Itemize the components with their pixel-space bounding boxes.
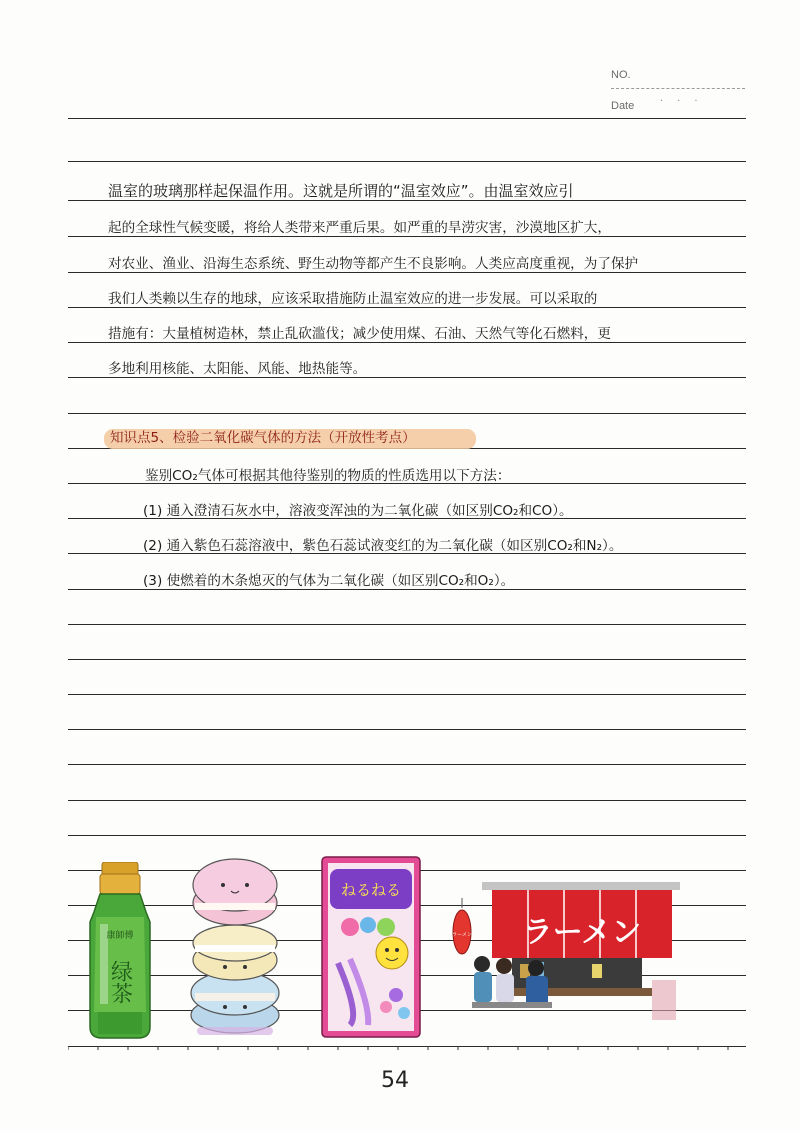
no-label: NO. xyxy=(611,69,631,81)
rule-line xyxy=(68,659,746,660)
knowledge-point-heading-block xyxy=(104,426,416,446)
rule-line xyxy=(68,413,746,414)
rule-line xyxy=(68,624,746,625)
rule-line xyxy=(68,342,746,343)
rule-line xyxy=(68,118,746,119)
rule-line xyxy=(68,729,746,730)
rule-line xyxy=(68,589,746,590)
rule-line xyxy=(68,800,746,801)
rule-line xyxy=(68,835,746,836)
ramen-stall-sticker xyxy=(452,880,682,1030)
candy-title: ねるねる xyxy=(340,881,402,899)
rule-line xyxy=(68,694,746,695)
lantern xyxy=(452,898,472,954)
rule-line xyxy=(68,161,746,162)
bottom-tick-strip xyxy=(68,1042,746,1050)
rule-line xyxy=(68,764,746,765)
method-item: (1) 通入澄清石灰水中，溶液变浑浊的为二氧化碳（如区别CO₂和CO）。 xyxy=(143,503,573,519)
no-dotted-line xyxy=(611,88,745,89)
page-number: 54 xyxy=(381,1068,409,1093)
green-tea-bottle-sticker xyxy=(80,862,160,1040)
ramen-sign: ラーメン xyxy=(522,915,642,950)
macaron-stack-sticker xyxy=(187,855,283,1039)
rule-line xyxy=(68,307,746,308)
tea-label: 绿茶 xyxy=(107,960,133,1004)
knowledge-point-intro: 鉴别CO₂气体可根据其他待鉴别的物质的性质选用以下方法： xyxy=(145,468,511,484)
paragraph-line: 措施有：大量植树造林，禁止乱砍滥伐；减少使用煤、石油、天然气等化石燃料，更 xyxy=(108,326,611,342)
rule-line xyxy=(68,272,746,273)
date-label: Date xyxy=(611,100,635,112)
lantern-text: ラーメン xyxy=(452,932,472,938)
rule-line xyxy=(68,377,746,378)
paragraph-line: 多地利用核能、太阳能、风能、地热能等。 xyxy=(108,361,367,377)
tea-brand: 康師傅 xyxy=(106,931,134,941)
paragraph-line: 我们人类赖以生存的地球，应该采取措施防止温室效应的进一步发展。可以采取的 xyxy=(108,291,598,307)
method-item: (3) 使燃着的木条熄灭的气体为二氧化碳（如区别CO₂和O₂）。 xyxy=(143,573,515,589)
paragraph-line: 温室的玻璃那样起保温作用。这就是所谓的“温室效应”。由温室效应引 xyxy=(108,182,574,200)
date-dots: ··· xyxy=(660,96,712,107)
candy-package-sticker xyxy=(320,855,422,1039)
method-item: (2) 通入紫色石蕊溶液中，紫色石蕊试液变红的为二氧化碳（如区别CO₂和N₂）。 xyxy=(143,538,623,554)
rule-line xyxy=(68,236,746,237)
knowledge-point-heading: 知识点5、检验二氧化碳气体的方法（开放性考点） xyxy=(110,430,416,446)
paragraph-line: 起的全球性气候变暖，将给人类带来严重后果。如严重的旱涝灾害，沙漠地区扩大， xyxy=(108,220,611,236)
paragraph-line: 对农业、渔业、沿海生态系统、野生动物等都产生不良影响。人类应高度重视，为了保护 xyxy=(108,256,639,272)
